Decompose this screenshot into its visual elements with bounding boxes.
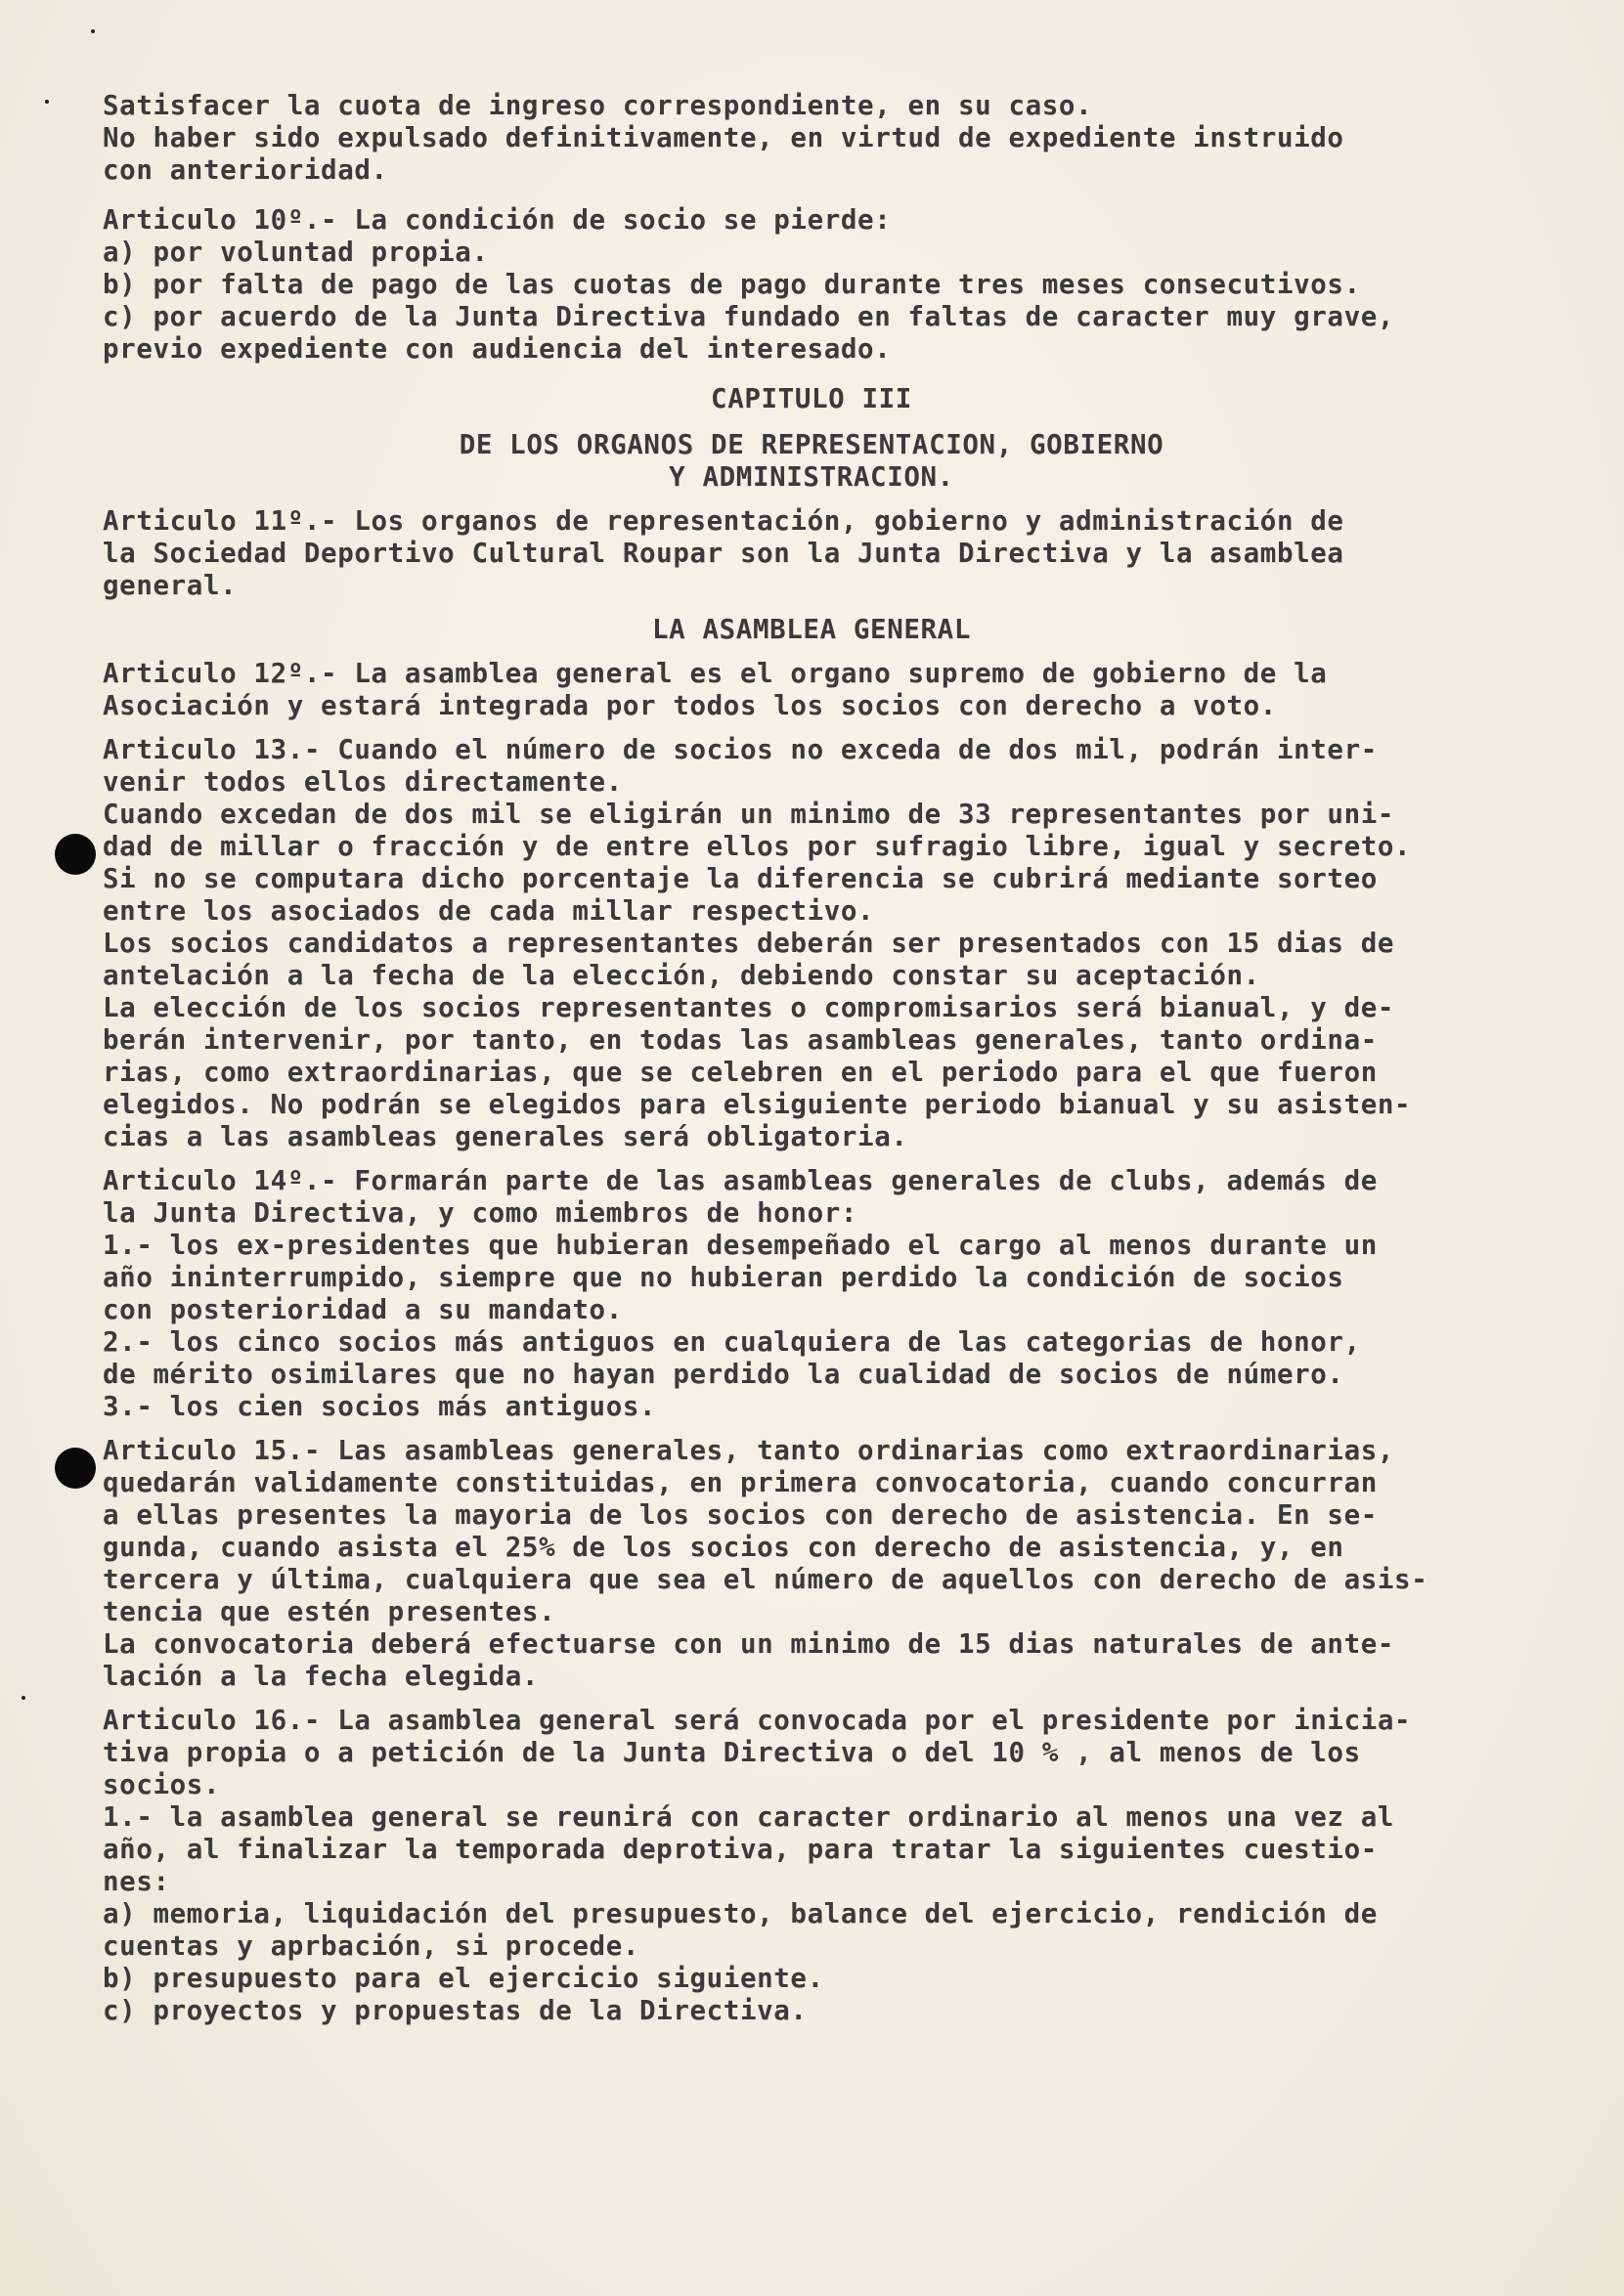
text-line: con anterioridad. (103, 154, 388, 186)
text-line: 2.- los cinco socios más antiguos en cualquiera de las categorias de honor, (103, 1326, 1361, 1358)
text-line: 3.- los cien socios más antiguos. (103, 1391, 657, 1422)
text-line: entre los asociados de cada millar respectivo. (103, 895, 875, 927)
text-line: general. (103, 570, 238, 601)
text-line: a) por voluntad propia. (103, 237, 489, 268)
text-line: Articulo 14º.- Formarán parte de las asambleas generales de clubs, además de (103, 1165, 1378, 1196)
text-line: Los socios candidatos a representantes deberán ser presentados con 15 dias de (103, 928, 1395, 959)
text-line: berán intervenir, por tanto, en todas las asambleas generales, tanto ordina- (103, 1024, 1378, 1056)
section-title: LA ASAMBLEA GENERAL (652, 614, 971, 645)
text-line: gunda, cuando asista el 25% de los socios con derecho de asistencia, y, en (103, 1532, 1344, 1563)
text-line: Asociación y estará integrada por todos los socios con derecho a voto. (103, 690, 1277, 721)
text-line: La elección de los socios representantes o compromisarios será bianual, y de- (103, 992, 1395, 1023)
text-line: No haber sido expulsado definitivamente, en virtud de expediente instruido (103, 122, 1344, 153)
text-line: quedarán validamente constituidas, en primera convocatoria, cuando concurran (103, 1467, 1378, 1498)
articulo-12 (103, 658, 1608, 722)
punch-hole-lower (55, 1448, 96, 1489)
text-line: c) por acuerdo de la Junta Directiva fundado en faltas de caracter muy grave, (103, 301, 1395, 332)
text-line: Articulo 15.- Las asambleas generales, tanto ordinarias como extraordinarias, (103, 1435, 1395, 1466)
articulo-14 (103, 1165, 1608, 1423)
ink-speck (45, 100, 49, 104)
chapter-subtitle-line-2: Y ADMINISTRACION. (669, 461, 954, 493)
text-line: antelación a la fecha de la elección, debiendo constar su aceptación. (103, 960, 1260, 991)
text-line: b) presupuesto para el ejercicio siguiente. (103, 1963, 824, 1994)
text-line: Articulo 16.- La asamblea general será convocada por el presidente por inicia- (103, 1705, 1412, 1736)
text-line: Cuando excedan de dos mil se eligirán un minimo de 33 representantes por uni- (103, 799, 1395, 830)
text-line: año, al finalizar la temporada deprotiva, para tratar la siguientes cuestio- (103, 1834, 1378, 1865)
text-line: lación a la fecha elegida. (103, 1661, 540, 1692)
text-line: 1.- la asamblea general se reunirá con caracter ordinario al menos una vez al (103, 1801, 1395, 1833)
text-line: de mérito osimilares que no hayan perdido la cualidad de socios de número. (103, 1359, 1344, 1390)
articulo-11 (103, 505, 1608, 602)
articulo-16 (103, 1705, 1608, 2027)
text-line: tercera y última, cualquiera que sea el número de aquellos con derecho de asis- (103, 1564, 1428, 1595)
text-line: cuentas y aprbación, si procede. (103, 1930, 640, 1962)
text-line: previo expediente con audiencia del interesado. (103, 333, 892, 365)
text-line: socios. (103, 1769, 221, 1800)
text-line: Si no se computara dicho porcentaje la diferencia se cubrirá mediante sorteo (103, 863, 1378, 894)
text-line: rias, como extraordinarias, que se celebren en el periodo para el que fueron (103, 1057, 1378, 1088)
chapter-subtitle-line-1: DE LOS ORGANOS DE REPRESENTACION, GOBIERNO (459, 429, 1164, 460)
text-line: c) proyectos y propuestas de la Directiva. (103, 1995, 808, 2026)
text-line: Articulo 10º.- La condición de socio se pierde: (103, 204, 892, 236)
text-line: dad de millar o fracción y de entre ellos por sufragio libre, igual y secreto. (103, 831, 1412, 862)
punch-hole-upper (55, 834, 96, 875)
text-line: nes: (103, 1866, 170, 1897)
text-line: tencia que estén presentes. (103, 1596, 556, 1627)
text-line: Articulo 13.- Cuando el número de socios no exceda de dos mil, podrán inter- (103, 734, 1378, 765)
text-line: Articulo 12º.- La asamblea general es el organo supremo de gobierno de la (103, 658, 1328, 689)
text-line: la Sociedad Deportivo Cultural Roupar son la Junta Directiva y la asamblea (103, 538, 1344, 569)
articulo-15 (103, 1435, 1608, 1693)
text-line: b) por falta de pago de las cuotas de pago durante tres meses consecutivos. (103, 269, 1361, 300)
ink-speck (91, 29, 95, 33)
text-line: a) memoria, liquidación del presupuesto, balance del ejercicio, rendición de (103, 1898, 1378, 1929)
text-line: a ellas presentes la mayoria de los socios con derecho de asistencia. En se- (103, 1499, 1378, 1531)
text-line: elegidos. No podrán se elegidos para elsiguiente periodo bianual y su asisten- (103, 1089, 1412, 1120)
document-body (103, 90, 1608, 2027)
text-line: 1.- los ex-presidentes que hubieran desempeñado el cargo al menos durante un (103, 1230, 1378, 1261)
articulo-13 (103, 734, 1608, 1153)
text-line: con posterioridad a su mandato. (103, 1294, 623, 1325)
text-line: cias a las asambleas generales será obligatoria. (103, 1121, 908, 1152)
text-line: Articulo 11º.- Los organos de representación, gobierno y administración de (103, 505, 1344, 537)
text-line: año ininterrumpido, siempre que no hubieran perdido la condición de socios (103, 1262, 1344, 1293)
text-line: tiva propia o a petición de la Junta Directiva o del 10 % , al menos de los (103, 1737, 1361, 1768)
text-line: la Junta Directiva, y como miembros de honor: (103, 1197, 858, 1229)
articulo-10 (103, 204, 1608, 366)
text-line: La convocatoria deberá efectuarse con un minimo de 15 dias naturales de ante- (103, 1628, 1395, 1660)
chapter-title: CAPITULO III (711, 383, 912, 414)
ink-speck (22, 1696, 25, 1700)
text-line: venir todos ellos directamente. (103, 766, 623, 798)
text-line: Satisfacer la cuota de ingreso correspondiente, en su caso. (103, 90, 1093, 121)
block-requisitos (103, 90, 1608, 187)
